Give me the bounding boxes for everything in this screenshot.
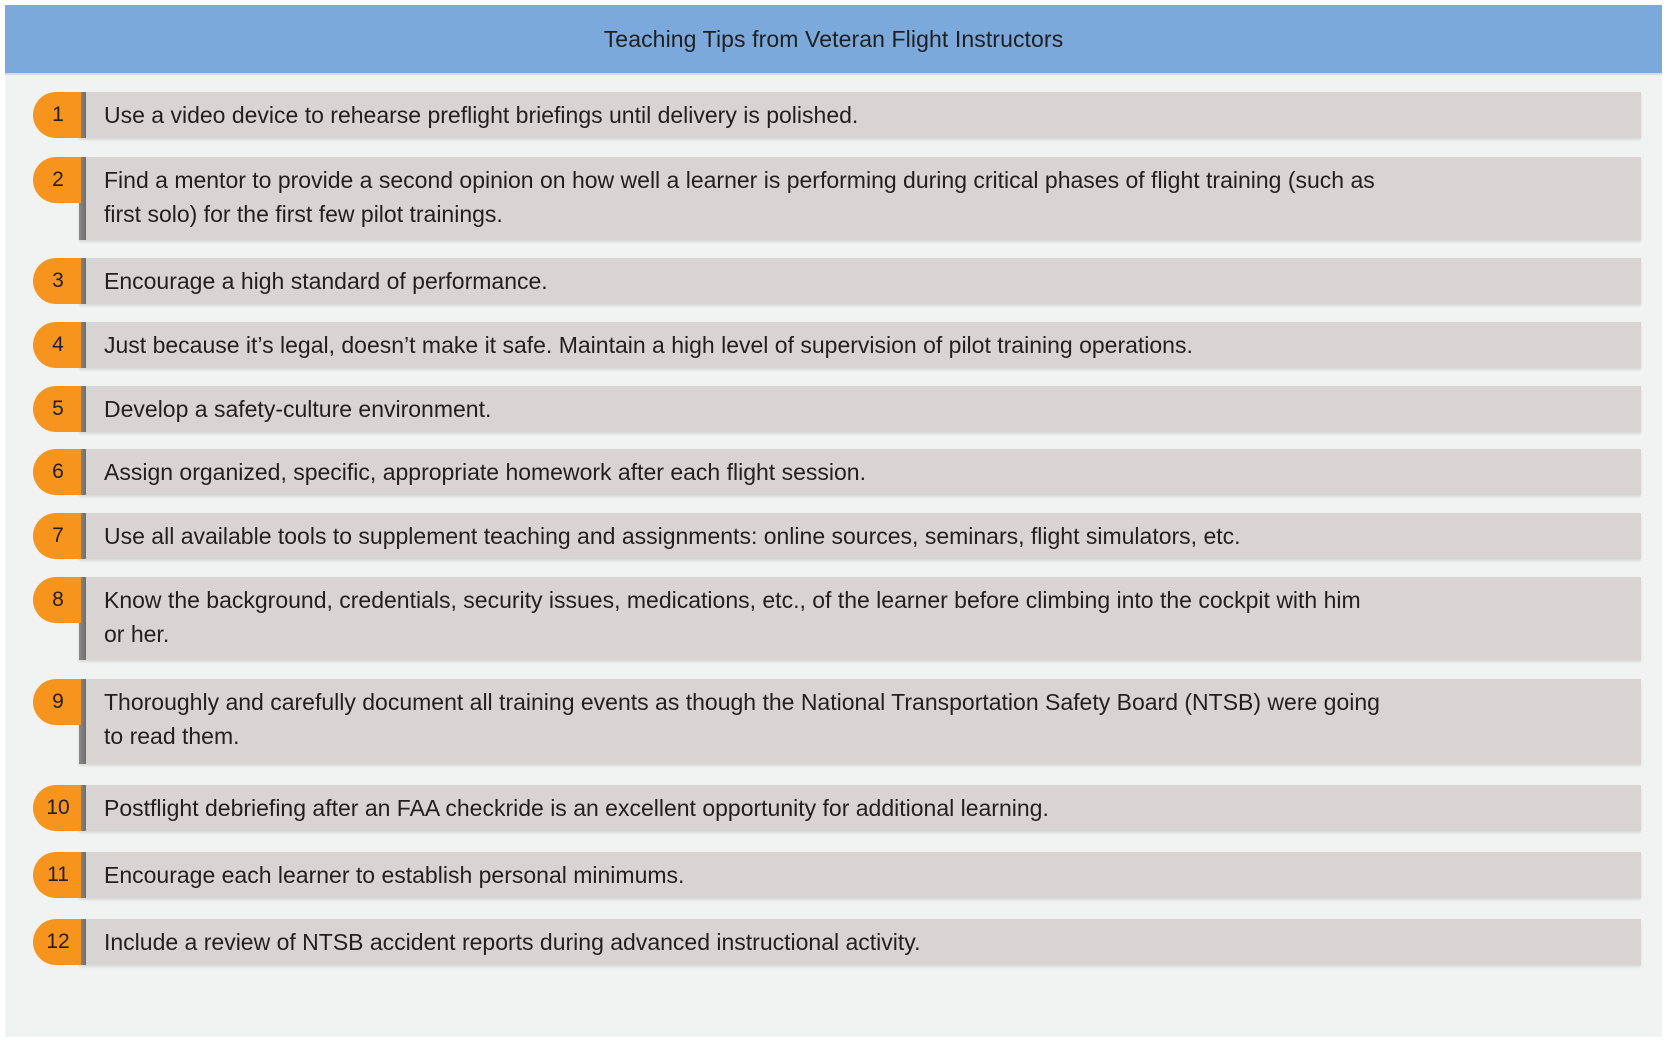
tip-text: Encourage each learner to establish personal minimums. <box>104 862 685 888</box>
tip-number-badge: 2 <box>33 157 81 203</box>
tip-number-badge: 10 <box>33 785 81 831</box>
tip-number-badge: 11 <box>33 852 81 898</box>
tip-text: Use a video device to rehearse preflight briefings until delivery is polished. <box>104 102 859 128</box>
tip-text: Find a mentor to provide a second opinion on how well a learner is performing during critical phases of flight training (such as first solo) for the first few pilot trainings. <box>104 167 1375 227</box>
tip-text: Develop a safety-culture environment. <box>104 396 492 422</box>
tip-number-badge: 3 <box>33 258 81 304</box>
tips-panel <box>5 5 1662 1037</box>
tip-text: Thoroughly and carefully document all training events as though the National Transportation Safety Board (NTSB) were going to read them. <box>104 689 1380 749</box>
tip-number-badge: 12 <box>33 919 81 965</box>
tip-text: Include a review of NTSB accident reports during advanced instructional activity. <box>104 929 921 955</box>
tip-text: Know the background, credentials, security issues, medications, etc., of the learner before climbing into the cockpit with him or her. <box>104 587 1361 647</box>
tip-text: Assign organized, specific, appropriate homework after each flight session. <box>104 459 866 485</box>
tip-number-badge: 7 <box>33 513 81 559</box>
tip-text: Encourage a high standard of performance. <box>104 268 548 294</box>
tip-number-badge: 5 <box>33 386 81 432</box>
tip-number-badge: 8 <box>33 577 81 623</box>
tip-number-badge: 9 <box>33 679 81 725</box>
header-banner <box>5 5 1662 75</box>
tip-text: Postflight debriefing after an FAA checkride is an excellent opportunity for additional learning. <box>104 795 1049 821</box>
tip-text: Just because it’s legal, doesn’t make it safe. Maintain a high level of supervision of pilot training operations. <box>104 332 1193 358</box>
tip-number-badge: 1 <box>33 92 81 138</box>
tip-number-badge: 4 <box>33 322 81 368</box>
page-title: Teaching Tips from Veteran Flight Instructors <box>603 25 1064 52</box>
tip-text: Use all available tools to supplement teaching and assignments: online sources, seminars, flight simulators, etc. <box>104 523 1241 549</box>
tip-number-badge: 6 <box>33 449 81 495</box>
